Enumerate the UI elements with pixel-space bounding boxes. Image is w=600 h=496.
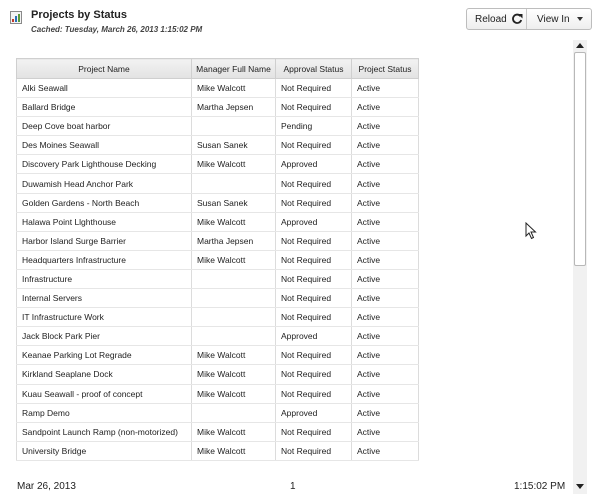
cell-approval-status: Pending [276,117,352,136]
table-row [17,327,419,346]
cell-project-name: Golden Gardens - North Beach [17,193,192,212]
cell-approval-status: Not Required [276,308,352,327]
cell-project-name: Discovery Park Lighthouse Decking [17,155,192,174]
cell-project-name: Halawa Point Llghthouse [17,212,192,231]
table-row [17,231,419,250]
table-row [17,155,419,174]
projects-table-container [16,58,418,461]
cell-project-name: Sandpoint Launch Ramp (non-motorized) [17,422,192,441]
cell-project-name: Des Moines Seawall [17,136,192,155]
cell-approval-status: Approved [276,403,352,422]
cell-project-status: Active [352,193,419,212]
toolbar [466,8,592,30]
table-row [17,193,419,212]
table-row [17,174,419,193]
scroll-thumb[interactable] [574,52,586,266]
cell-project-name: University Bridge [17,441,192,460]
cell-manager: Susan Sanek [192,136,276,155]
cell-project-name: Alki Seawall [17,79,192,98]
cell-manager: Mike Walcott [192,155,276,174]
table-row [17,98,419,117]
table-row [17,289,419,308]
cell-manager: Mike Walcott [192,346,276,365]
cell-project-status: Active [352,98,419,117]
cell-approval-status: Not Required [276,269,352,288]
cell-manager [192,117,276,136]
cell-project-name: Deep Cove boat harbor [17,117,192,136]
cell-project-status: Active [352,441,419,460]
table-row [17,79,419,98]
projects-table [16,58,419,461]
cell-manager: Susan Sanek [192,193,276,212]
cell-project-name: Kirkland Seaplane Dock [17,365,192,384]
table-row [17,212,419,231]
cell-project-status: Active [352,289,419,308]
cell-approval-status: Not Required [276,384,352,403]
cell-approval-status: Not Required [276,365,352,384]
cell-approval-status: Not Required [276,250,352,269]
cell-project-status: Active [352,403,419,422]
cell-manager: Mike Walcott [192,422,276,441]
table-row [17,250,419,269]
report-header [0,0,600,40]
footer-time: 1:15:02 PM [514,481,566,492]
cell-project-name: Internal Servers [17,289,192,308]
cell-project-name: Keanae Parking Lot Regrade [17,346,192,365]
cell-project-status: Active [352,269,419,288]
cell-project-name: Ramp Demo [17,403,192,422]
cell-manager [192,327,276,346]
cell-manager: Mike Walcott [192,250,276,269]
scroll-down-arrow-icon[interactable] [576,484,584,489]
cell-manager: Mike Walcott [192,441,276,460]
cell-manager [192,308,276,327]
cell-project-status: Active [352,231,419,250]
cell-project-name: Duwamish Head Anchor Park [17,174,192,193]
cell-approval-status: Not Required [276,346,352,365]
cell-project-name: Kuau Seawall - proof of concept [17,384,192,403]
cell-approval-status: Not Required [276,98,352,117]
column-header-approval-status[interactable]: Approval Status [276,59,352,79]
footer-page-number: 1 [290,481,296,492]
cell-approval-status: Not Required [276,136,352,155]
table-row [17,308,419,327]
cell-approval-status: Approved [276,155,352,174]
cell-approval-status: Not Required [276,174,352,193]
cell-project-status: Active [352,384,419,403]
reload-button[interactable] [467,9,527,29]
cell-approval-status: Approved [276,327,352,346]
table-body [17,79,419,461]
cell-project-name: Ballard Bridge [17,98,192,117]
table-row [17,346,419,365]
scroll-up-arrow-icon[interactable] [576,43,584,48]
table-row [17,441,419,460]
cell-manager [192,403,276,422]
table-row [17,136,419,155]
cell-manager: Mike Walcott [192,212,276,231]
view-in-label: View In [537,13,570,25]
cell-project-status: Active [352,174,419,193]
table-row [17,384,419,403]
table-row [17,422,419,441]
reload-label: Reload [475,13,507,25]
cell-manager [192,289,276,308]
cell-manager: Martha Jepsen [192,231,276,250]
cell-approval-status: Not Required [276,441,352,460]
cell-project-name: IT Infrastructure Work [17,308,192,327]
cell-approval-status: Not Required [276,422,352,441]
cell-approval-status: Not Required [276,231,352,250]
cell-manager: Mike Walcott [192,79,276,98]
cell-project-status: Active [352,212,419,231]
cell-manager: Martha Jepsen [192,98,276,117]
column-header-project-name[interactable]: Project Name [17,59,192,79]
cell-project-status: Active [352,250,419,269]
cell-project-status: Active [352,155,419,174]
table-row [17,365,419,384]
cell-project-status: Active [352,117,419,136]
cell-project-name: Infrastructure [17,269,192,288]
table-row [17,269,419,288]
table-row [17,117,419,136]
cell-project-status: Active [352,365,419,384]
cell-approval-status: Approved [276,212,352,231]
cell-project-name: Harbor Island Surge Barrier [17,231,192,250]
cell-approval-status: Not Required [276,193,352,212]
cell-project-name: Jack Block Park Pier [17,327,192,346]
cell-project-status: Active [352,346,419,365]
reload-icon [511,13,523,25]
cell-manager [192,269,276,288]
column-header-project-status[interactable]: Project Status [352,59,419,79]
column-header-manager[interactable]: Manager Full Name [192,59,276,79]
cell-approval-status: Not Required [276,289,352,308]
cell-project-status: Active [352,308,419,327]
report-icon [10,11,22,24]
cell-project-name: Headquarters Infrastructure [17,250,192,269]
cell-project-status: Active [352,79,419,98]
vertical-scrollbar[interactable] [573,40,587,494]
view-in-button[interactable] [527,9,591,29]
cell-project-status: Active [352,327,419,346]
cell-approval-status: Not Required [276,79,352,98]
table-header-row [17,59,419,79]
cached-timestamp: Cached: Tuesday, March 26, 2013 1:15:02 PM [31,25,203,34]
footer-date: Mar 26, 2013 [17,481,76,492]
cell-manager: Mike Walcott [192,384,276,403]
mouse-cursor-icon [525,222,537,240]
page-title: Projects by Status [31,9,127,21]
cell-manager: Mike Walcott [192,365,276,384]
table-row [17,403,419,422]
cell-manager [192,174,276,193]
cell-project-status: Active [352,136,419,155]
caret-down-icon [577,17,583,21]
cell-project-status: Active [352,422,419,441]
